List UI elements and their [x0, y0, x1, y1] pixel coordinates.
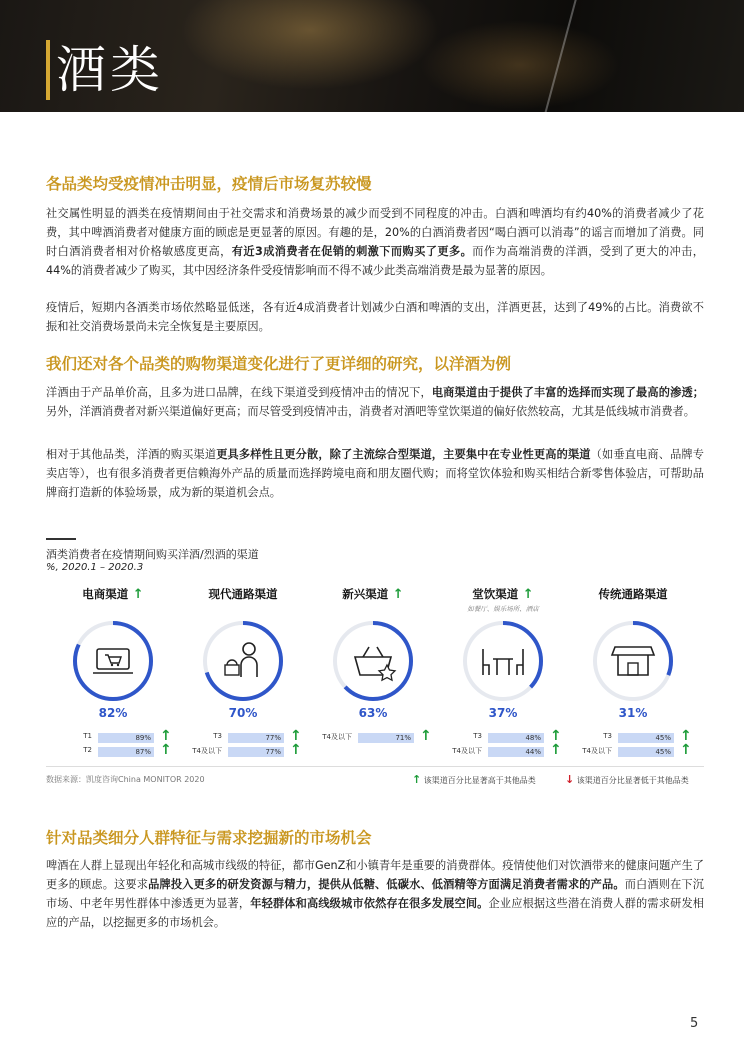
- text-run-bold: 年轻群体和高线级城市依然存在很多发展空间。: [250, 897, 489, 910]
- text-run: 啤酒在人群上显现出年轻化和高城市线级的特征，都市GenZ和小镇青年是重要的消费群体。疫情使他们对饮酒带来的健康问题产生了更多的顾虑。这要求: [46, 859, 704, 891]
- basket-star-icon: [355, 647, 395, 680]
- value-label: 37%: [488, 706, 518, 720]
- tier-label: T3: [473, 732, 482, 740]
- arrow-up-icon: ↑: [290, 742, 302, 758]
- section-heading-3: 针对品类细分人群特征与需求挖掘新的市场机会: [46, 829, 372, 847]
- tier-row: [308, 728, 438, 744]
- legend-up-label: 该渠道百分比显著高于其他品类: [423, 776, 536, 785]
- section-heading-2: 我们还对各个品类的购物渠道变化进行了更详细的研究，以洋酒为例: [46, 355, 512, 373]
- tier-row: [438, 742, 568, 758]
- storefront-icon: [612, 647, 654, 675]
- donut-chart: [70, 618, 156, 704]
- text-run-bold: 更具多样性且更分散，除了主流综合型渠道，主要集中在专业性更高的渠道: [216, 448, 591, 461]
- arrow-up-icon: ↑: [290, 728, 302, 744]
- tier-value: 77%: [228, 747, 284, 757]
- paragraph-3: [46, 383, 704, 421]
- arrow-up-icon: ↑: [550, 728, 562, 744]
- title-accent-bar: [46, 40, 50, 100]
- arrow-up-icon: ↑: [160, 742, 172, 758]
- section-heading-1: 各品类均受疫情冲击明显，疫情后市场复苏较慢: [46, 175, 372, 193]
- paragraph-2: 疫情后，短期内各酒类市场依然略显低迷，各有近4成消费者计划减少白酒和啤酒的支出，洋酒更甚，达到了49%的占比。消费欲不振和社交消费场景尚未完全恢复是主要原因。: [46, 301, 704, 333]
- page-title: 酒类: [56, 41, 164, 99]
- tier-label: T4及以下: [582, 747, 612, 755]
- donut-chart: [590, 618, 676, 704]
- arrow-up-icon: ↑: [680, 728, 692, 744]
- tier-value: 89%: [98, 733, 154, 743]
- data-source: 数据来源：凯度咨询China MONITOR 2020: [46, 775, 205, 784]
- tier-label: T2: [83, 746, 92, 754]
- chart-footer-line: [46, 766, 704, 767]
- value-label: 82%: [98, 706, 128, 720]
- arrow-up-icon: ↑: [388, 587, 404, 602]
- paragraph-4: [46, 445, 704, 502]
- paragraph-1: [46, 204, 704, 280]
- text-run: 而白酒则在下沉市场、中老年男性群体中渗透更为显著，: [46, 878, 704, 910]
- tier-row: [178, 728, 308, 744]
- tier-row: [568, 742, 698, 758]
- tier-row: [438, 728, 568, 744]
- tier-row: [178, 742, 308, 758]
- donut-chart: [200, 618, 286, 704]
- channel-label-text: 电商渠道: [82, 587, 129, 601]
- value-label: 70%: [228, 706, 258, 720]
- arrow-up-icon: ↑: [412, 773, 422, 786]
- tier-value: 87%: [98, 747, 154, 757]
- channel-label: [568, 586, 698, 602]
- tier-row: [48, 742, 178, 758]
- donut-chart: [330, 618, 416, 704]
- laptop-cart-icon: [93, 649, 133, 673]
- legend-up: [412, 773, 536, 786]
- banner-glass-shape: [541, 0, 662, 112]
- arrow-up-icon: ↑: [160, 728, 172, 744]
- text-run: 而作为高端消费的洋酒，受到了更大的冲击，44%的消费者减少了购买，其中因经济条件受疫情影响而不得不减少此类高端消费是最为显著的原因。: [46, 245, 704, 277]
- tier-value: 71%: [358, 733, 414, 743]
- text-run: 洋酒由于产品单价高，且多为进口品牌，在线下渠道受到疫情冲击的情况下，: [46, 386, 432, 399]
- tier-value: 48%: [488, 733, 544, 743]
- table-chairs-icon: [483, 649, 523, 675]
- chart-title: 酒类消费者在疫情期间购买洋酒/烈酒的渠道: [46, 548, 259, 561]
- banner-glow: [180, 0, 440, 90]
- channel-note: 如餐厅、娱乐场所、酒店: [467, 605, 539, 613]
- text-run-bold: 电商渠道由于提供了丰富的选择而实现了最高的渗透；: [431, 386, 704, 399]
- text-run: 相对于其他品类，洋酒的购买渠道: [46, 448, 217, 461]
- shopper-basket-icon: [225, 643, 257, 677]
- channel-label: [438, 586, 568, 602]
- value-label: 63%: [358, 706, 388, 720]
- tier-row: [568, 728, 698, 744]
- text-run: 企业应根据这些潜在消费人群的需求研发相应的产品，以挖掘更多的市场机会。: [46, 897, 704, 929]
- chart-divider: [46, 538, 76, 540]
- arrow-down-icon: ↓: [565, 773, 575, 786]
- channel-label-text: 新兴渠道: [342, 587, 389, 601]
- tier-value: 77%: [228, 733, 284, 743]
- tier-label: T1: [83, 732, 92, 740]
- channel-label: [48, 586, 178, 602]
- tier-label: T3: [213, 732, 222, 740]
- legend-down: [565, 773, 689, 786]
- header-banner: [0, 0, 744, 112]
- donut-chart: [460, 618, 546, 704]
- tier-value: 45%: [618, 733, 674, 743]
- channel-label: [308, 586, 438, 602]
- tier-label: T4及以下: [322, 733, 352, 741]
- text-run: （如垂直电商、品牌专卖店等），也有很多消费者更信赖海外产品的质量而选择跨境电商和朋友圈代购；而将堂饮体验和购买相结合新零售体验店，可帮助品牌商打造新的体验场景，成为新的渠道机会点。: [46, 448, 704, 499]
- arrow-up-icon: ↑: [128, 587, 144, 602]
- channel-label: [178, 586, 308, 602]
- text-run: 社交属性明显的酒类在疫情期间由于社交需求和消费场景的减少而受到不同程度的冲击。白酒和啤酒均有约40%的消费者减少了花费，其中啤酒消费者对健康方面的顾虑是更显著的原因。有趣的是，20%的白酒消费者因“喝白酒可以消毒”的谣言而增加了消费。同时白酒消费者相对价格敏感度更高，: [46, 207, 704, 258]
- text-run-bold: 有近3成消费者在促销的刺激下而购买了更多。: [231, 245, 473, 258]
- tier-row: [48, 728, 178, 744]
- arrow-up-icon: ↑: [420, 728, 432, 744]
- tier-value: 44%: [488, 747, 544, 757]
- channel-label-text: 堂饮渠道: [472, 587, 519, 601]
- arrow-up-icon: ↑: [550, 742, 562, 758]
- tier-label: T4及以下: [452, 747, 482, 755]
- value-label: 31%: [618, 706, 648, 720]
- paragraph-5: [46, 856, 704, 932]
- chart-subtitle: %, 2020.1 – 2020.3: [46, 562, 144, 573]
- arrow-up-icon: ↑: [518, 587, 534, 602]
- text-run: 另外，洋酒消费者对新兴渠道偏好更高；而尽管受到疫情冲击，消费者对酒吧等堂饮渠道的偏好依然较高，尤其是低线城市消费者。: [46, 405, 695, 418]
- tier-label: T3: [603, 732, 612, 740]
- channel-label-text: 现代通路渠道: [208, 587, 278, 601]
- channel-label-text: 传统通路渠道: [598, 587, 668, 601]
- page-number: 5: [690, 1016, 699, 1031]
- legend-down-label: 该渠道百分比显著低于其他品类: [576, 776, 689, 785]
- text-run-bold: 品牌投入更多的研发资源与精力，提供从低糖、低碳水、低酒精等方面满足消费者需求的产品。: [148, 878, 625, 891]
- arrow-up-icon: ↑: [680, 742, 692, 758]
- tier-value: 45%: [618, 747, 674, 757]
- tier-label: T4及以下: [192, 747, 222, 755]
